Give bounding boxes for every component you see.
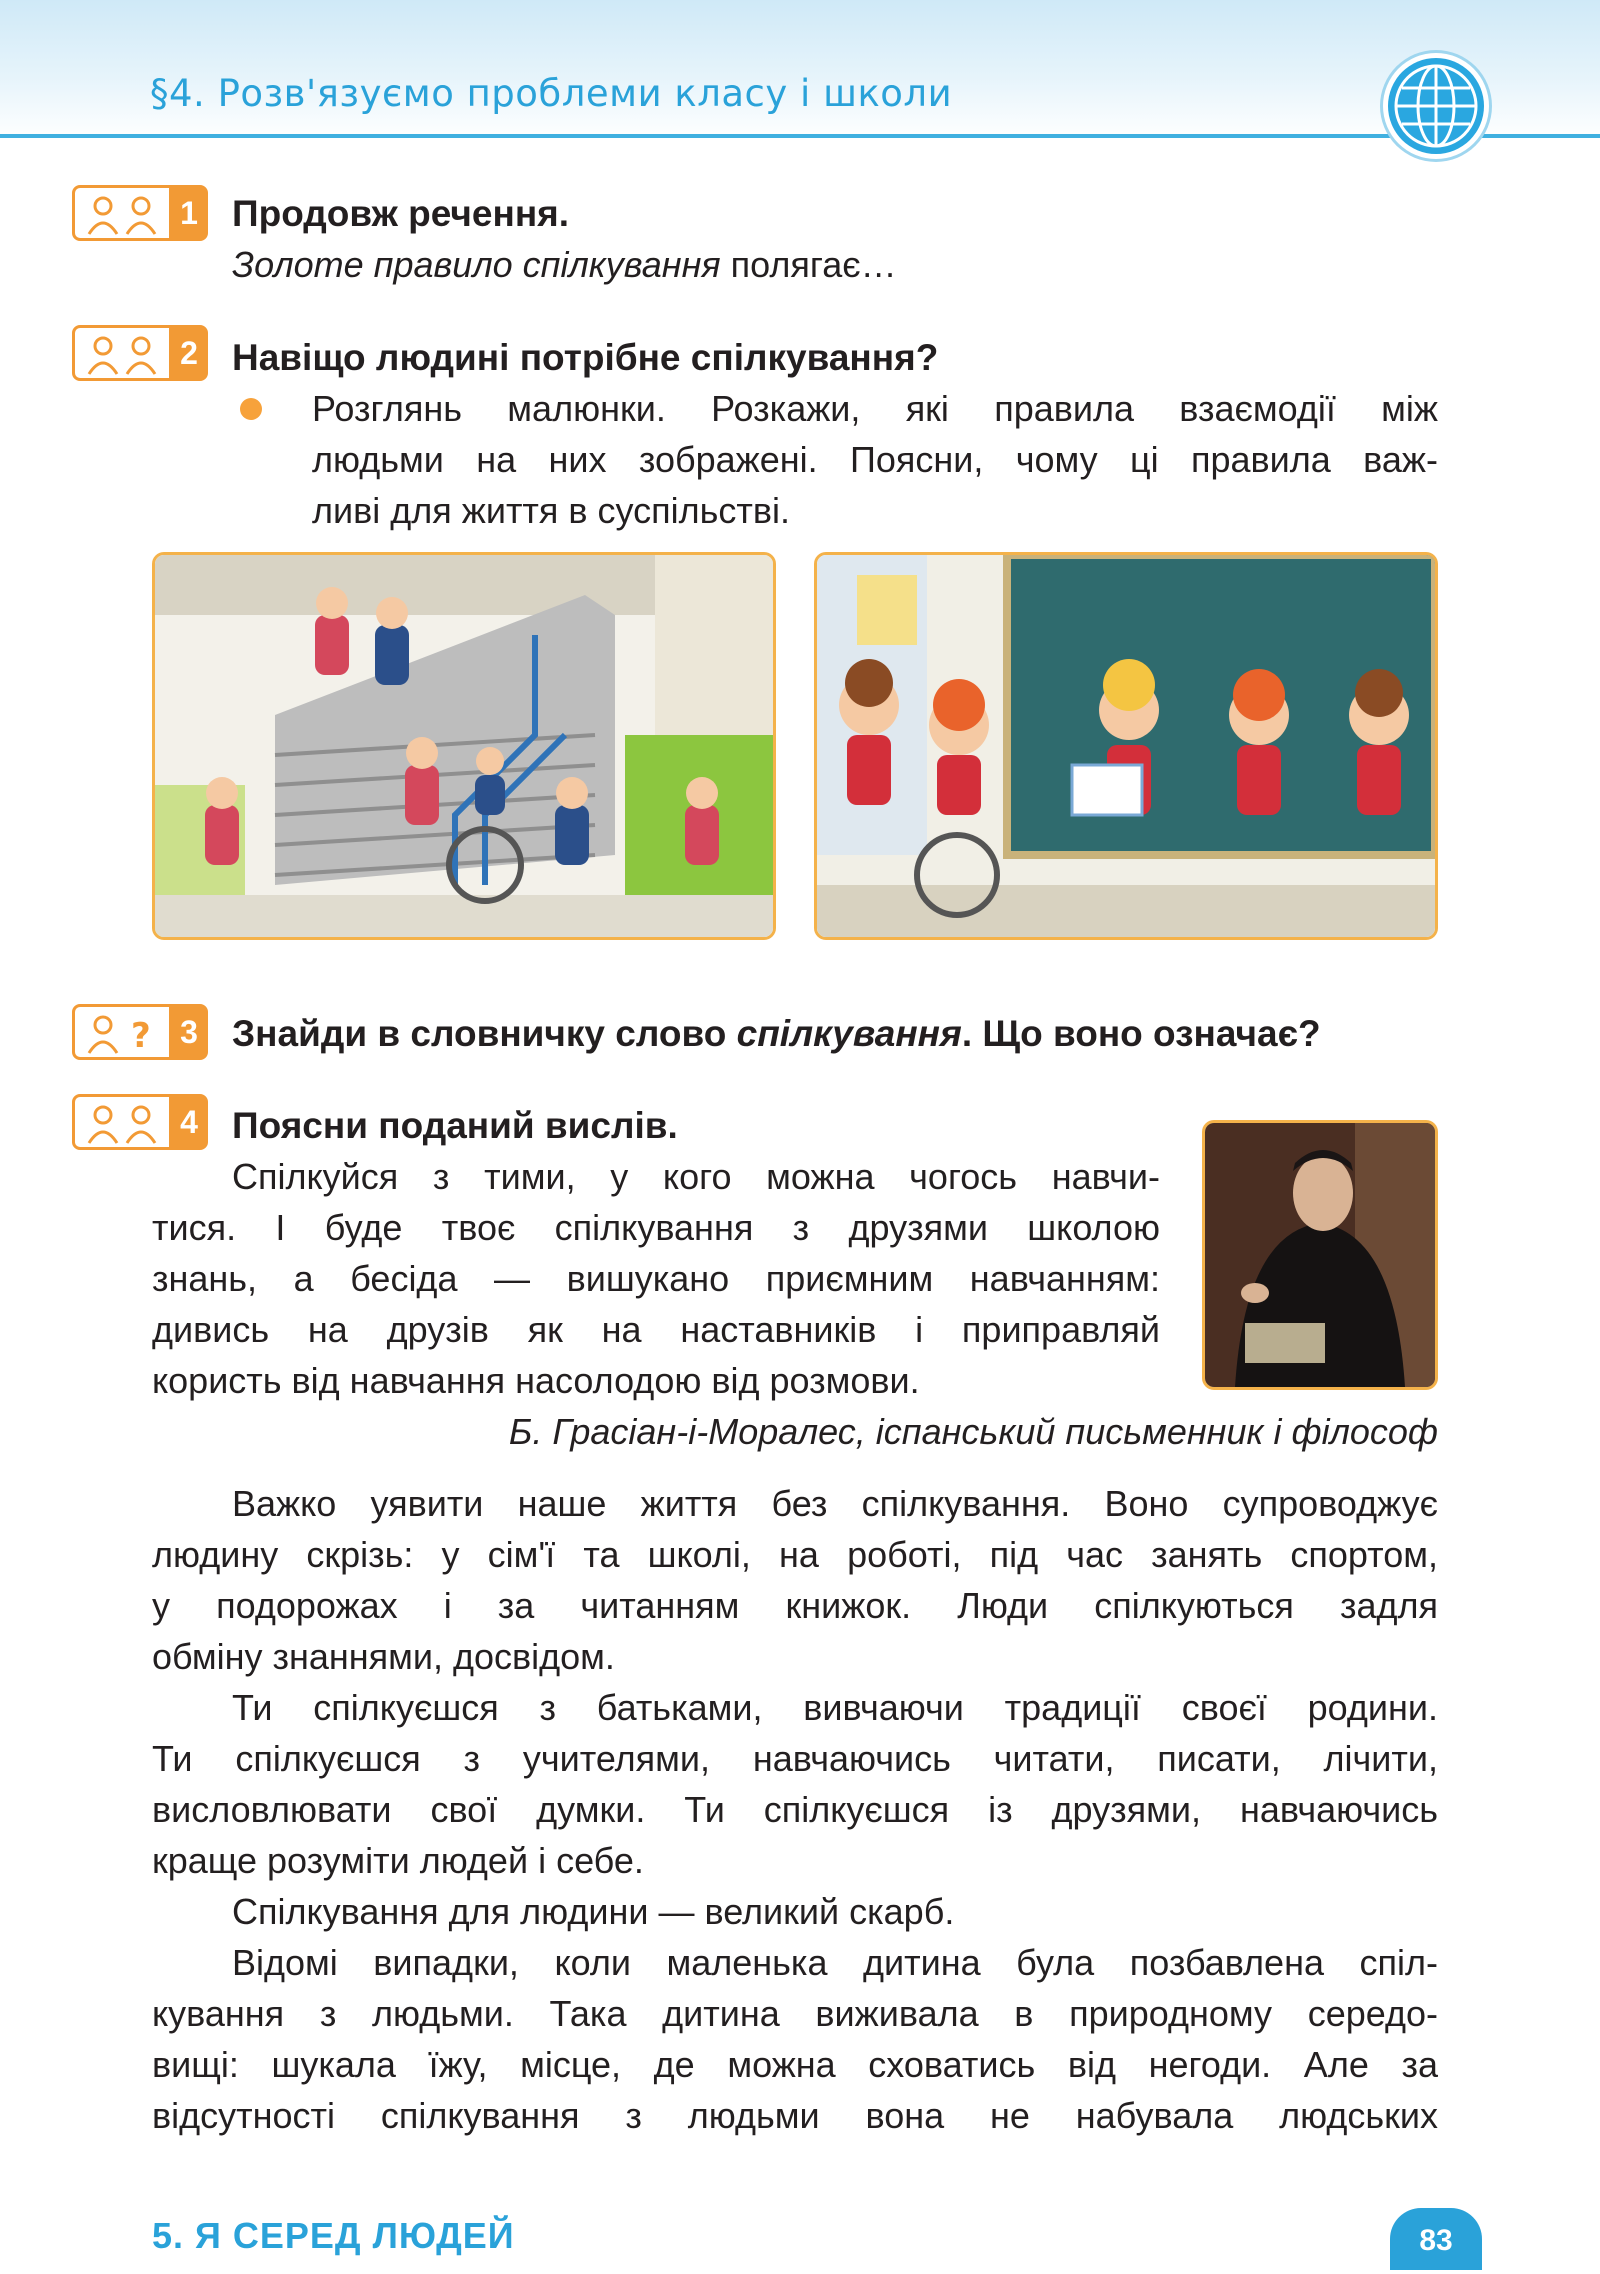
task-number: 4 [170,1094,208,1150]
task-badge-2 [72,325,208,381]
task-number: 2 [170,325,208,381]
bullet-icon [240,398,262,420]
people-talk-icon [72,185,172,241]
task-2-line: людьми на них зображені. Поясни, чому ці правила важ- [312,439,1438,480]
people-question-icon [72,1004,172,1060]
portrait-gracian [1202,1120,1438,1390]
page-number: 83 [1390,2208,1482,2270]
body-line: кування з людьми. Така дитина виживала в природному середо- [152,1993,1438,2034]
body-line: Ти спілкуєшся з батьками, вивчаючи традиції своєї родини. [232,1687,1438,1728]
quote-line: користь від навчання насолодою від розмови. [152,1360,920,1401]
task-number: 1 [170,185,208,241]
task-2-heading: Навіщо людині потрібне спілкування? [232,337,939,378]
quote-line: Спілкуйся з тими, у кого можна чогось навчи- [232,1156,1160,1197]
quote-line: тися. І буде твоє спілкування з друзями школою [152,1207,1160,1248]
body-line: Спілкування для людини — великий скарб. [232,1891,955,1932]
task-4-heading: Поясни поданий вислів. [232,1105,678,1146]
task-3-heading: Знайди в словничку слово спілкування. Що воно означає? [232,1013,1321,1054]
section-title: §4. Розв'язуємо проблеми класу і школи [150,72,953,115]
task-1-heading: Продовж речення. [232,193,570,234]
task-2-line: ливі для життя в суспільстві. [312,490,791,531]
body-line: Відомі випадки, коли маленька дитина була позбавлена спіл- [232,1942,1438,1983]
task-number: 3 [170,1004,208,1060]
people-talk-icon [72,1094,172,1150]
body-line: Важко уявити наше життя без спілкування. Воно супроводжує [232,1483,1438,1524]
header-band [0,0,1600,140]
people-talk-icon [72,325,172,381]
task-badge-3 [72,1004,208,1060]
header-rule [0,134,1600,138]
task-1-text: Золоте правило спілкування полягає… [232,244,897,285]
svg-text:?: ? [131,1016,151,1056]
body-line: вищі: шукала їжу, місце, де можна сховатись від негоди. Але за [152,2044,1438,2085]
body-line: відсутності спілкування з людьми вона не набувала людських [152,2095,1438,2136]
body-line: у подорожах і за читанням книжок. Люди спілкуються задля [152,1585,1438,1626]
body-line: висловлювати свої думки. Ти спілкуєшся із друзями, навчаючись [152,1789,1438,1830]
body-line: Ти спілкуєшся з учителями, навчаючись читати, писати, лічити, [152,1738,1438,1779]
quote-line: дивись на друзів як на наставників і приправляй [152,1309,1160,1350]
illustration-classroom [814,552,1438,940]
task-2-line: Розглянь малюнки. Розкажи, які правила взаємодії між [312,388,1438,429]
quote-line: знань, а бесіда — вишукано приємним навчанням: [152,1258,1160,1299]
globe-icon [1388,58,1484,154]
body-line: обміну знаннями, досвідом. [152,1636,615,1677]
quote-attribution: Б. Грасіан-і-Моралес, іспанський письменник і філософ [508,1411,1438,1452]
task-badge-1 [72,185,208,241]
chapter-title: 5. Я СЕРЕД ЛЮДЕЙ [152,2215,515,2256]
task-badge-4 [72,1094,208,1150]
body-line: людину скрізь: у сім'ї та школі, на роботі, під час занять спортом, [152,1534,1438,1575]
illustration-school-stairs [152,552,776,940]
body-line: краще розуміти людей і себе. [152,1840,644,1881]
